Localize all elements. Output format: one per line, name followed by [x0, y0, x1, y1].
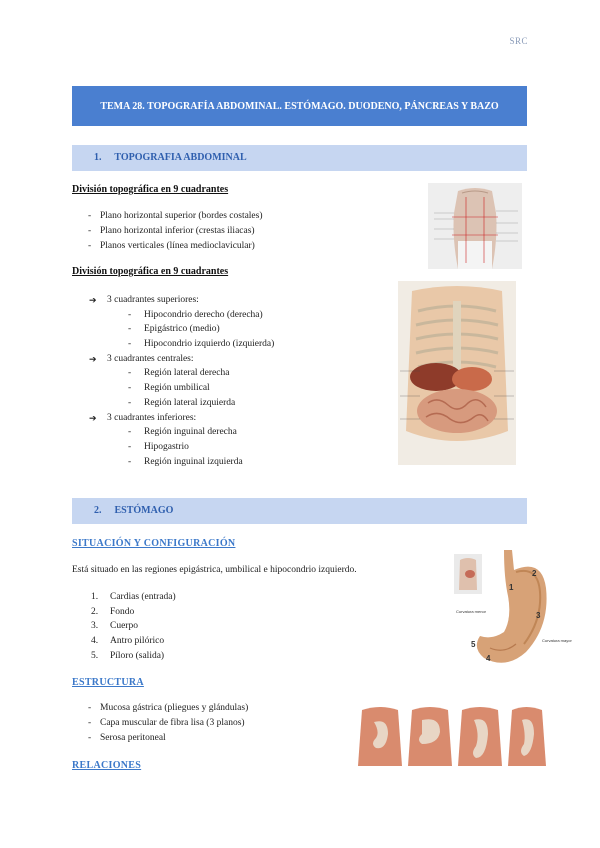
torso-planes-image	[428, 183, 522, 269]
document-title-text: TEMA 28. TOPOGRAFÍA ABDOMINAL. ESTÓMAGO. DUODENO, PÁNCREAS Y BAZO	[100, 100, 499, 112]
stomach-positions-images	[358, 704, 548, 766]
situacion-paragraph: Está situado en las regiones epigástrica, umbilical e hipocondrio izquierdo.	[72, 565, 357, 575]
list-item: - Región lateral izquierda	[72, 396, 392, 411]
section-title: TOPOGRAFIA ABDOMINAL	[114, 152, 247, 163]
section-number: 1.	[94, 152, 102, 163]
list-item: - Región lateral derecha	[72, 366, 392, 381]
list-item: - Plano horizontal inferior (crestas iliacas)	[72, 224, 392, 239]
list-item: - Capa muscular de fibra lisa (3 planos)	[72, 716, 332, 731]
stomach-figure	[446, 548, 574, 674]
stomach-number: 3	[536, 611, 541, 620]
list-item: - Hipocondrio derecho (derecha)	[72, 308, 392, 323]
list-item: 5. Píloro (salida)	[91, 650, 165, 661]
list-item: 3. Cuerpo	[91, 621, 138, 632]
list-item: - Mucosa gástrica (pliegues y glándulas)	[72, 701, 332, 716]
subheading-division-b: División topográfica en 9 cuadrantes	[72, 266, 229, 277]
stomach-number: 4	[486, 654, 491, 663]
abdominal-organs-illustration	[398, 281, 516, 465]
arrow-icon: ➔	[89, 412, 97, 423]
list-item: - Planos verticales (línea medioclavicular)	[72, 239, 392, 254]
estructura-list	[72, 701, 332, 746]
quadrant-group-superior: ➔ 3 cuadrantes superiores:	[72, 293, 392, 308]
section-title: ESTÓMAGO	[114, 505, 174, 516]
stomach-parts-list	[72, 590, 322, 663]
list-item: - Plano horizontal superior (bordes costales)	[72, 209, 392, 224]
subheading-relaciones: RELACIONES	[72, 760, 142, 771]
document-title	[72, 86, 527, 126]
stomach-number: 1	[509, 583, 514, 592]
list-item: - Región inguinal derecha	[72, 425, 392, 440]
subheading-estructura: ESTRUCTURA	[72, 677, 144, 688]
curvatura-menor-label: Curvatura menor	[456, 609, 487, 614]
subheading-situacion: SITUACIÓN Y CONFIGURACIÓN	[72, 538, 236, 549]
list-item: 4. Antro pilórico	[91, 636, 165, 647]
list-item: - Región umbilical	[72, 381, 392, 396]
section-heading-topografia	[72, 145, 527, 171]
planes-list	[72, 209, 392, 254]
section-number: 2.	[94, 505, 102, 516]
torso-planes-illustration	[428, 183, 522, 269]
quadrants-list	[72, 293, 392, 469]
list-item: - Hipogastrio	[72, 440, 392, 455]
list-item: 1. Cardias (entrada)	[91, 592, 176, 602]
subheading-division-a: División topográfica en 9 cuadrantes	[72, 184, 229, 195]
stomach-number: 5	[471, 640, 476, 649]
list-item: - Región inguinal izquierda	[72, 455, 392, 470]
list-item: 2. Fondo	[91, 606, 135, 617]
arrow-icon: ➔	[89, 353, 97, 364]
quadrant-group-inferior: ➔ 3 cuadrantes inferiores:	[72, 411, 392, 426]
abdominal-organs-image	[398, 281, 516, 465]
section-heading-estomago	[72, 498, 527, 524]
author-initials: SRC	[509, 36, 528, 46]
arrow-icon: ➔	[89, 295, 97, 305]
stomach-positions-illustration	[358, 704, 548, 766]
list-item: - Epigástrico (medio)	[72, 322, 392, 337]
stomach-number: 2	[532, 569, 537, 578]
curvatura-mayor-label: Curvatura mayor	[542, 638, 572, 643]
list-item: - Hipocondrio izquierdo (izquierda)	[72, 337, 392, 352]
quadrant-group-central: ➔ 3 cuadrantes centrales:	[72, 352, 392, 367]
list-item: - Serosa peritoneal	[72, 731, 332, 746]
